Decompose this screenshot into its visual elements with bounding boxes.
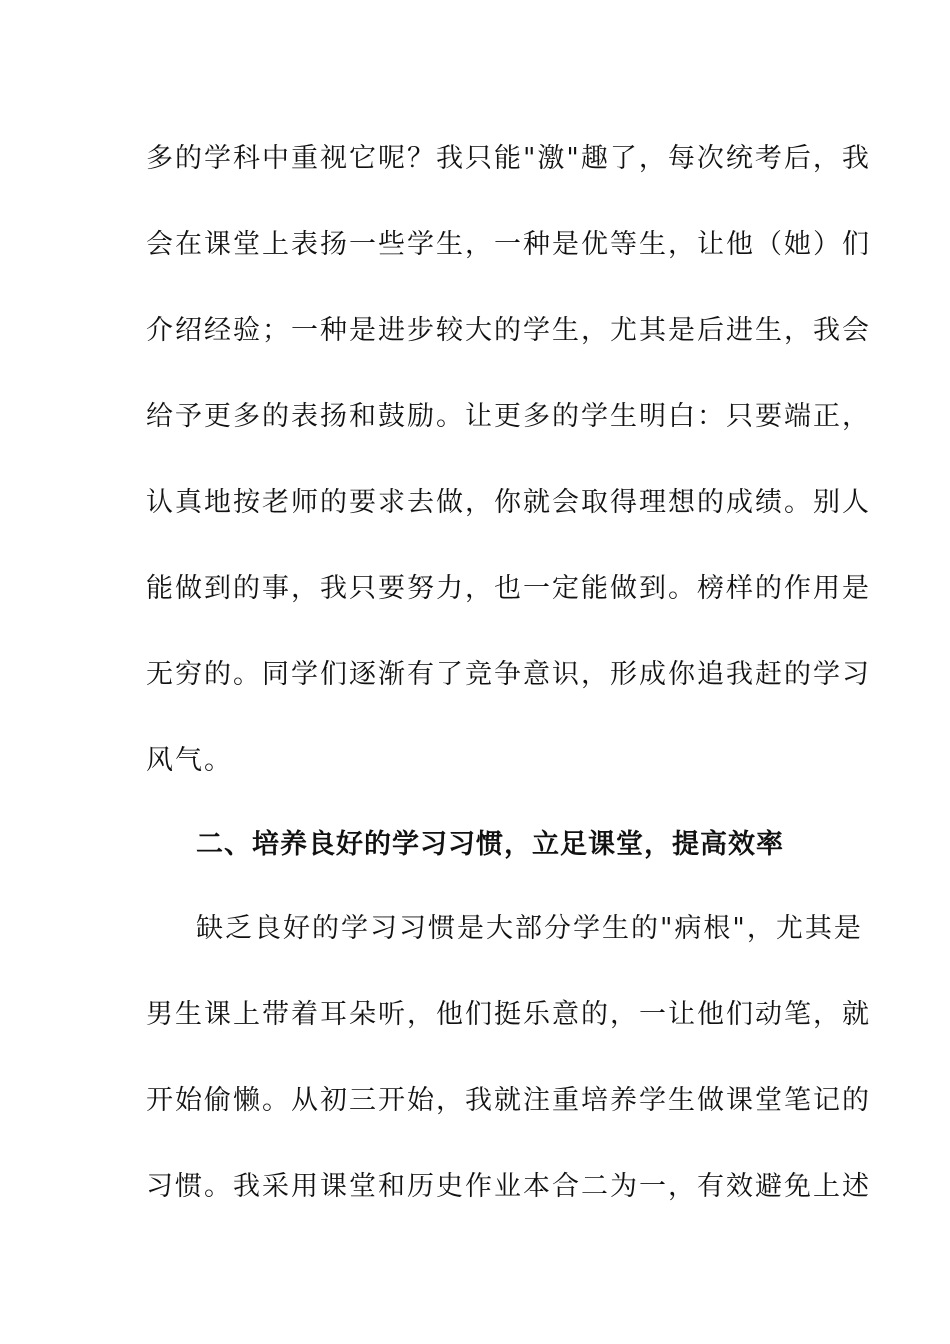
section-heading: 二、培养良好的学习习惯，立足课堂，提高效率 <box>196 829 784 860</box>
paragraph-1-line-2: 会在课堂上表扬一些学生，一种是优等生，让他（她）们 <box>146 229 871 260</box>
paragraph-2-line-4: 习惯。我采用课堂和历史作业本合二为一，有效避免上述 <box>146 1171 871 1202</box>
paragraph-1-line-5: 认真地按老师的要求去做，你就会取得理想的成绩。别人 <box>146 487 871 518</box>
paragraph-2-line-1: 缺乏良好的学习习惯是大部分学生的"病根"，尤其是 <box>196 913 863 944</box>
paragraph-1-line-3: 介绍经验；一种是进步较大的学生，尤其是后进生，我会 <box>146 315 871 346</box>
paragraph-1-line-8: 风气。 <box>146 745 233 776</box>
paragraph-1-line-6: 能做到的事，我只要努力，也一定能做到。榜样的作用是 <box>146 573 871 604</box>
paragraph-2-line-3: 开始偷懒。从初三开始，我就注重培养学生做课堂笔记的 <box>146 1085 871 1116</box>
paragraph-1-line-1: 多的学科中重视它呢？我只能"激"趣了，每次统考后，我 <box>146 143 871 174</box>
paragraph-1-line-7: 无穷的。同学们逐渐有了竞争意识，形成你追我赶的学习 <box>146 659 871 690</box>
paragraph-1-line-4: 给予更多的表扬和鼓励。让更多的学生明白：只要端正， <box>146 401 871 432</box>
paragraph-2-line-2: 男生课上带着耳朵听，他们挺乐意的，一让他们动笔，就 <box>146 999 871 1030</box>
